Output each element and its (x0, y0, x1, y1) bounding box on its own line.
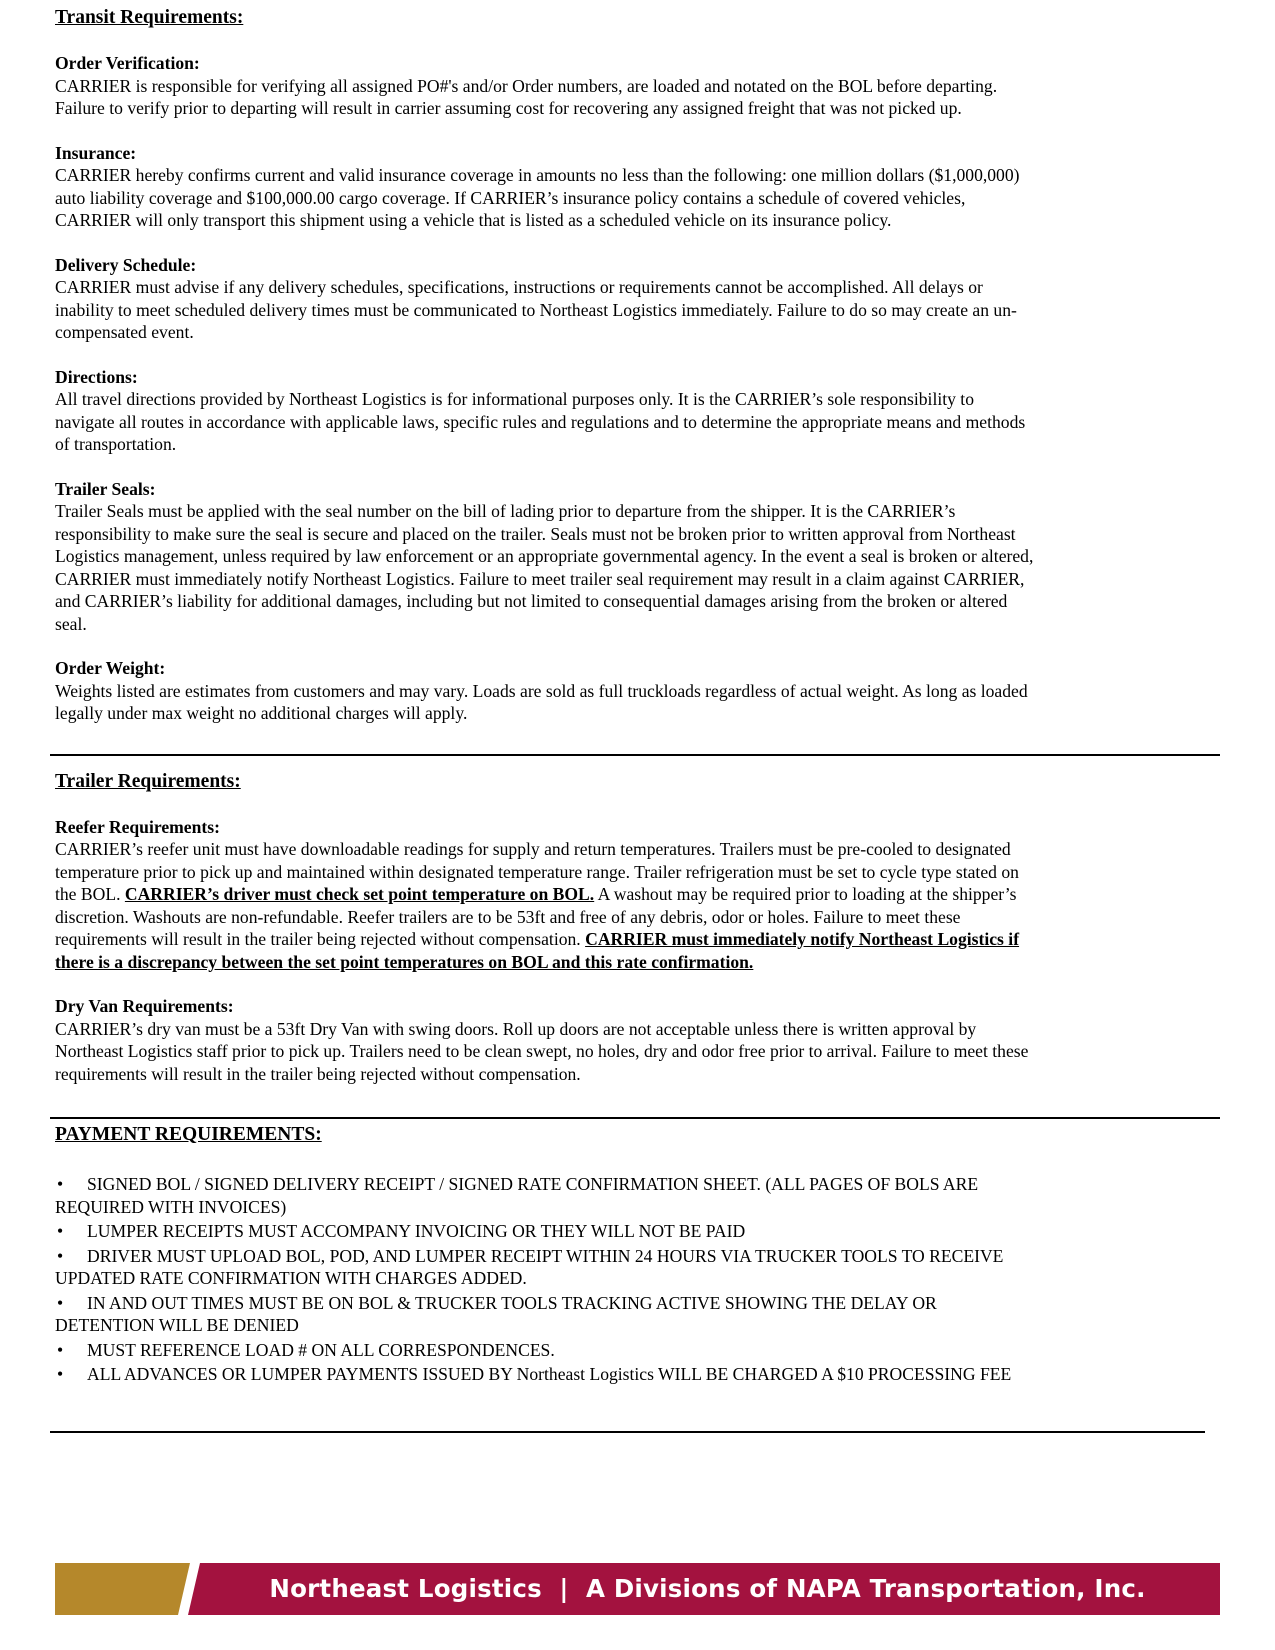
section-divider (50, 754, 1220, 756)
reefer-line-text: requirements will result in the trailer being rejected without compensation. (55, 929, 586, 949)
list-item-text: REQUIRED WITH INVOICES) (55, 1196, 287, 1217)
reefer-line (55, 951, 1220, 974)
order-verification-line: CARRIER is responsible for verifying all assigned PO#'s and/or Order numbers, are loaded and notated on the BOL before departing. (55, 75, 998, 96)
payment-requirements-list (55, 1173, 1220, 1386)
order-verification-heading: Order Verification: (55, 53, 200, 73)
insurance-line: CARRIER will only transport this shipment using a vehicle that is listed as a scheduled vehicle on its insurance policy. (55, 210, 892, 230)
directions-section (55, 366, 1220, 456)
trailer-seals-line: responsibility to make sure the seal is secure and placed on the trailer. Seals must not be broken prior to written approval from Northeast (55, 523, 1016, 544)
insurance-heading: Insurance: (55, 142, 137, 163)
payment-requirements-title: PAYMENT REQUIREMENTS: (55, 1124, 322, 1145)
trailer-seals-line: Logistics management, unless required by law enforcement or an appropriate governmental agency. In the event a seal is broken or altered, (55, 546, 1034, 566)
trailer-seals-line: seal. (55, 613, 87, 634)
delivery-schedule-section (55, 254, 1220, 344)
list-item (55, 1220, 1220, 1243)
list-item-text: DRIVER MUST UPLOAD BOL, POD, AND LUMPER RECEIPT WITHIN 24 HOURS VIA TRUCKER TOOLS TO RECEIVE (87, 1245, 1004, 1266)
reefer-line: CARRIER’s reefer unit must have downloadable readings for supply and return temperatures. Trailers must be pre-cooled to designated (55, 839, 1011, 859)
trailer-seals-heading: Trailer Seals: (55, 478, 156, 499)
dry-van-line: requirements will result in the trailer being rejected without compensation. (55, 1063, 581, 1084)
section-divider (50, 1117, 1220, 1119)
list-item (55, 1292, 1220, 1337)
order-weight-heading: Order Weight: (55, 658, 166, 678)
order-weight-line: Weights listed are estimates from customers and may vary. Loads are sold as full truckloads regardless of actual weight. As long as loaded (55, 680, 1028, 701)
document-page (55, 6, 1220, 1388)
discrepancy-warning: there is a discrepancy between the set point temperatures on BOL and this rate confirmation. (55, 951, 754, 972)
delivery-schedule-line: compensated event. (55, 322, 194, 342)
bullet-icon: • (57, 1364, 64, 1384)
section-spacer (55, 725, 1220, 770)
list-item-text: MUST REFERENCE LOAD # ON ALL CORRESPONDENCES. (87, 1339, 555, 1360)
section-divider (50, 1431, 1205, 1433)
list-item (55, 1173, 1220, 1218)
insurance-line: CARRIER hereby confirms current and valid insurance coverage in amounts no less than the following: one million dollars ($1,000,000) (55, 165, 1020, 185)
reefer-requirements-section (55, 816, 1220, 974)
reefer-line: discretion. Washouts are non-refundable. Reefer trailers are to be 53ft and free of any debris, odor or holes. Failure to meet these (55, 906, 961, 927)
trailer-seals-line: CARRIER must immediately notify Northeast Logistics. Failure to meet trailer seal requirement may result in a claim against CARRIER, (55, 568, 1025, 589)
delivery-schedule-line: inability to meet scheduled delivery times must be communicated to Northeast Logistics immediately. Failure to do so may create an un- (55, 299, 1017, 320)
delivery-schedule-line: CARRIER must advise if any delivery schedules, specifications, instructions or requirements cannot be accomplished. All delays or (55, 277, 983, 297)
bullet-icon: • (57, 1292, 64, 1313)
order-verification-line: Failure to verify prior to departing will result in carrier assuming cost for recovering any assigned freight that was not picked up. (55, 98, 962, 118)
list-item-text: SIGNED BOL / SIGNED DELIVERY RECEIPT / SIGNED RATE CONFIRMATION SHEET. (ALL PAGES OF BOLS ARE (87, 1174, 979, 1194)
reefer-line (55, 883, 1220, 906)
list-item (55, 1245, 1220, 1290)
set-point-warning: CARRIER’s driver must check set point temperature on BOL. (124, 884, 595, 904)
directions-line: of transportation. (55, 434, 177, 454)
list-item (55, 1363, 1220, 1386)
dry-van-requirements-heading: Dry Van Requirements: (55, 996, 234, 1016)
list-item (55, 1339, 1220, 1362)
reefer-line-text: the BOL. (55, 884, 125, 904)
insurance-section (55, 142, 1220, 232)
order-verification-section (55, 52, 1220, 120)
trailer-seals-section (55, 478, 1220, 636)
delivery-schedule-heading: Delivery Schedule: (55, 254, 197, 275)
list-item-text: UPDATED RATE CONFIRMATION WITH CHARGES ADDED. (55, 1268, 527, 1288)
reefer-line: temperature prior to pick up and maintained within designated temperature range. Trailer refrigeration must be set to cycle type stated on (55, 861, 1019, 882)
directions-line: navigate all routes in accordance with applicable laws, specific rules and regulations and to determine the appropriate means and methods (55, 411, 1026, 432)
reefer-line (55, 928, 1220, 951)
footer-company-text: Northeast Logistics | A Divisions of NAPA Transportation, Inc. (269, 1574, 1146, 1603)
order-weight-section (55, 657, 1220, 725)
bullet-icon: • (57, 1339, 64, 1360)
insurance-line: auto liability coverage and $100,000.00 cargo coverage. If CARRIER’s insurance policy contains a schedule of covered vehicles, (55, 187, 966, 208)
trailer-requirements-title: Trailer Requirements: (55, 770, 241, 792)
dry-van-line: Northeast Logistics staff prior to pick up. Trailers need to be clean swept, no holes, dry and odor free prior to arrival. Failure to meet these (55, 1041, 1029, 1061)
dry-van-line: CARRIER’s dry van must be a 53ft Dry Van with swing doors. Roll up doors are not acceptable unless there is written approval by (55, 1018, 977, 1039)
list-item-text: DETENTION WILL BE DENIED (55, 1315, 299, 1335)
discrepancy-warning: CARRIER must immediately notify Northeast Logistics if (585, 929, 1020, 949)
list-item-text: LUMPER RECEIPTS MUST ACCOMPANY INVOICING OR THEY WILL NOT BE PAID (87, 1221, 746, 1241)
reefer-requirements-heading: Reefer Requirements: (55, 816, 220, 837)
transit-requirements-title: Transit Requirements: (55, 7, 244, 28)
bullet-icon: • (57, 1174, 64, 1194)
reefer-line-text: A washout may be required prior to loading at the shipper’s (594, 884, 1017, 904)
bullet-icon: • (57, 1221, 64, 1241)
dry-van-requirements-section (55, 995, 1220, 1085)
trailer-seals-line: and CARRIER’s liability for additional damages, including but not limited to consequential damages arising from the broken or altered (55, 591, 1008, 611)
bullet-icon: • (57, 1245, 64, 1266)
trailer-seals-line: Trailer Seals must be applied with the seal number on the bill of lading prior to departure from the shipper. It is the CARRIER’s (55, 501, 956, 521)
list-item-text: IN AND OUT TIMES MUST BE ON BOL & TRUCKER TOOLS TRACKING ACTIVE SHOWING THE DELAY OR (87, 1292, 937, 1313)
directions-heading: Directions: (55, 366, 138, 387)
directions-line: All travel directions provided by Northeast Logistics is for informational purposes only. It is the CARRIER’s sole responsibility to (55, 389, 974, 409)
list-item-text: ALL ADVANCES OR LUMPER PAYMENTS ISSUED BY Northeast Logistics WILL BE CHARGED A $10 PROCESSING FEE (87, 1364, 1012, 1384)
footer-banner (55, 1563, 1220, 1615)
order-weight-line: legally under max weight no additional charges will apply. (55, 703, 468, 723)
